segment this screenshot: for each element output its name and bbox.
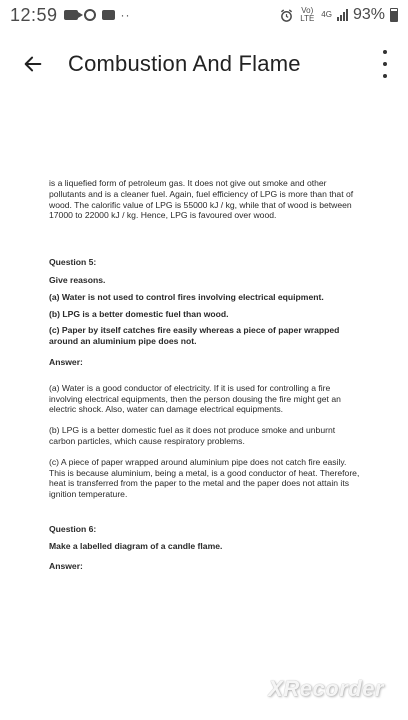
question-5-part-b: (b) LPG is a better domestic fuel than wood.: [49, 308, 229, 319]
status-bar: [0, 0, 408, 30]
network-type: 4G: [321, 10, 332, 19]
app-bar: [0, 36, 408, 92]
status-left: [10, 5, 131, 26]
answer-label: Answer:: [49, 356, 83, 367]
recorder-watermark: XRecorder: [268, 676, 384, 701]
whatsapp-icon: [84, 9, 96, 21]
question-6-prompt: Make a labelled diagram of a candle flame.: [49, 540, 223, 551]
volte-indicator: Vo) LTE: [300, 6, 315, 23]
question-6-title: Question 6:: [49, 523, 97, 534]
question-5-title: Question 5:: [49, 257, 97, 268]
alarm-icon: [280, 9, 293, 22]
video-camera-icon: [64, 10, 78, 20]
more-options-button[interactable]: [380, 50, 390, 78]
intro-paragraph: is a liquefied form of petroleum gas. It does not give out smoke and other pollutants and is a cleaner fuel. Again, fuel efficiency of LPG is more than that of wood. The calorific value of LPG is 55000 kJ / kg, while that of wood is between 17000 to 22000 kJ / kg. Hence, LPG is favoured over wood.: [49, 178, 354, 221]
article-content: [49, 178, 361, 571]
status-right: [280, 6, 398, 24]
question-5-prompt: Give reasons.: [49, 274, 106, 285]
more-notifications-icon: ··: [120, 8, 131, 22]
answer-part-b: (b) LPG is a better domestic fuel as it does not produce smoke and unburnt carbon particles, which cause respiratory problems.: [49, 425, 336, 446]
answer-part-c: (c) A piece of paper wrapped around aluminium pipe does not catch fire easily. This is because aluminium, being a metal, is a good conductor of heat. Therefore, heat is transferred from the paper to the metal and the paper does not attain its ignition temperature.: [49, 456, 360, 500]
battery-percent: 93%: [352, 6, 385, 23]
back-button[interactable]: [18, 49, 48, 79]
battery-icon: [390, 8, 398, 22]
status-time: 12:59: [10, 4, 58, 25]
answer-part-a: (a) Water is a good conductor of electricity. If it is used for controlling a fire involving electrical equipments, then the person dousing the fire might get an electric shock. Also, water can damage electrical equipments.: [49, 382, 341, 415]
question-5-part-c: (c) Paper by itself catches fire easily whereas a piece of paper wrapped around an aluminium pipe does not.: [49, 325, 340, 347]
answer-label-2: Answer:: [49, 560, 83, 571]
more-vert-icon: [383, 50, 387, 54]
question-5-part-a: (a) Water is not used to control fires involving electrical equipment.: [49, 291, 324, 302]
page-title: Combustion And Flame: [68, 51, 301, 76]
arrow-left-icon: [22, 53, 44, 75]
message-icon: [102, 10, 115, 20]
signal-icon: [337, 9, 348, 21]
